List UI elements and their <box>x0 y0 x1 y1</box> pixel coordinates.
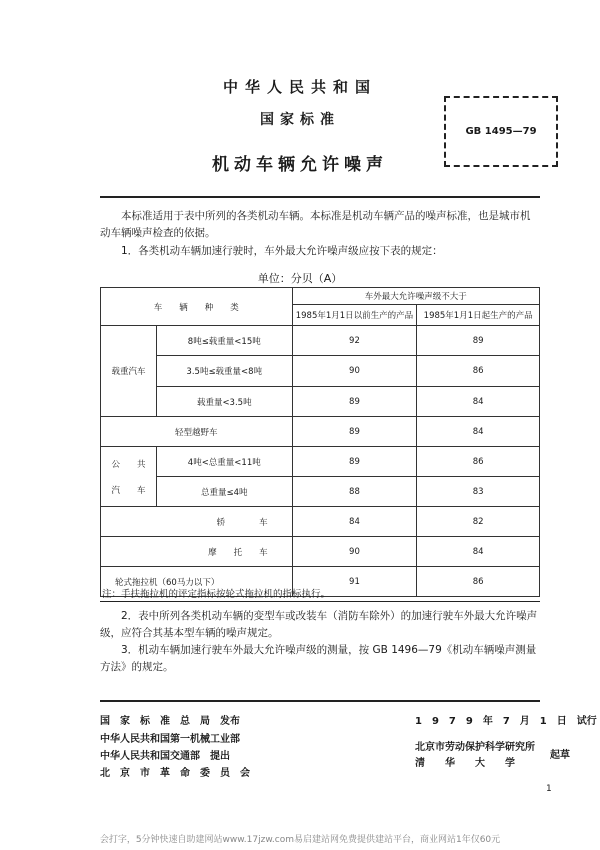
drafter-line-1: 北京市劳动保护科学研究所 <box>415 742 535 753</box>
issuer-line-1: 国 家 标 准 总 局 发布 <box>100 716 240 727</box>
vehicle-type-cell: 3.5吨≤载重量<8吨 <box>156 356 292 387</box>
item-2: 2．表中所列各类机动车辆的变型车或改装车（消防车除外）的加速行驶车外最大允许噪声级，应符合其基本型车辆的噪声规定。 <box>100 610 538 639</box>
table-row <box>101 507 540 537</box>
value-after-cell: 86 <box>417 356 540 387</box>
issuer-line-3: 中华人民共和国交通部 提出 <box>100 751 230 762</box>
value-after-cell: 86 <box>417 447 540 477</box>
issuer-line-4: 北 京 市 革 命 委 员 会 <box>100 768 250 779</box>
vehicle-type-cell: 摩 托 车 <box>101 537 293 567</box>
table-row <box>101 537 540 567</box>
header-limit-group: 车外最大允许噪声级不大于 <box>292 288 539 305</box>
value-after-cell: 84 <box>417 537 540 567</box>
vehicle-type-cell: 总重量≤4吨 <box>156 477 292 507</box>
header-before-1985: 1985年1月1日以前生产的产品 <box>292 305 417 326</box>
value-after-cell: 82 <box>417 507 540 537</box>
vehicle-type-cell: 轮式拖拉机（60马力以下） <box>101 567 293 597</box>
table-row <box>101 417 540 447</box>
drafted-label: 起草 <box>550 750 570 761</box>
value-before-cell: 89 <box>292 447 417 477</box>
footer-rule <box>100 700 540 702</box>
note-rule <box>100 601 540 602</box>
value-before-cell: 89 <box>292 387 417 417</box>
table-row <box>101 447 540 477</box>
value-before-cell: 92 <box>292 326 417 356</box>
value-after-cell: 84 <box>417 417 540 447</box>
trial-date: 1 9 7 9 年 7 月 1 日 试行 <box>415 716 597 727</box>
value-after-cell: 89 <box>417 326 540 356</box>
table-note: 注：手扶拖拉机的评定指标按轮式拖拉机的指标执行。 <box>102 589 331 600</box>
standard-number-box <box>444 96 558 167</box>
noise-limits-table <box>100 287 540 597</box>
document-title: 机动车辆允许噪声 <box>212 155 388 175</box>
vehicle-type-cell: 4吨<总重量<11吨 <box>156 447 292 477</box>
issuer-line-2: 中华人民共和国第一机械工业部 <box>100 734 240 745</box>
value-before-cell: 90 <box>292 537 417 567</box>
header-vehicle-type: 车 辆 种 类 <box>101 288 293 326</box>
table-row <box>101 387 540 417</box>
bus-label-line2: 汽 车 <box>111 485 146 496</box>
page-number: 1 <box>546 784 552 794</box>
truck-category: 载重汽车 <box>101 326 157 417</box>
table-unit: 单位：分贝（A） <box>257 272 343 285</box>
value-before-cell: 91 <box>292 567 417 597</box>
vehicle-type-cell: 轻型越野车 <box>101 417 293 447</box>
watermark-text: 会打字，5分钟快速自助建网站www.17jzw.com易启建站网免费提供建站平台，商业网站1年仅60元 <box>99 835 501 845</box>
country-heading: 中华人民共和国 <box>222 78 377 96</box>
value-before-cell: 84 <box>292 507 417 537</box>
header-after-1985: 1985年1月1日起生产的产品 <box>417 305 540 326</box>
intro-paragraph: 本标准适用于表中所列的各类机动车辆。本标准是机动车辆产品的噪声标准，也是城市机动车辆噪声检查的依据。 <box>100 210 531 239</box>
value-after-cell: 84 <box>417 387 540 417</box>
value-before-cell: 90 <box>292 356 417 387</box>
vehicle-type-cell: 载重量<3.5吨 <box>156 387 292 417</box>
standard-number: GB 1495—79 <box>465 126 537 137</box>
table-row <box>101 356 540 387</box>
vehicle-type-cell: 轿 车 <box>101 507 293 537</box>
bus-label-line1: 公 共 <box>111 459 146 470</box>
item-3: 3．机动车辆加速行驶车外最大允许噪声级的测量，按 GB 1496—79《机动车辆噪声测量方法》的规定。 <box>100 644 537 673</box>
table-header-row <box>101 288 540 305</box>
value-after-cell: 86 <box>417 567 540 597</box>
top-rule <box>100 196 540 198</box>
standard-type-heading: 国家标准 <box>260 112 340 128</box>
drafter-line-2: 清 华 大 学 <box>415 758 515 769</box>
table-row <box>101 326 540 356</box>
value-after-cell: 83 <box>417 477 540 507</box>
item-1: 1．各类机动车辆加速行驶时，车外最大允许噪声级应按下表的规定： <box>121 245 443 257</box>
vehicle-type-cell: 8吨≤载重量<15吨 <box>156 326 292 356</box>
value-before-cell: 88 <box>292 477 417 507</box>
bus-category <box>101 447 157 507</box>
table-row <box>101 477 540 507</box>
value-before-cell: 89 <box>292 417 417 447</box>
